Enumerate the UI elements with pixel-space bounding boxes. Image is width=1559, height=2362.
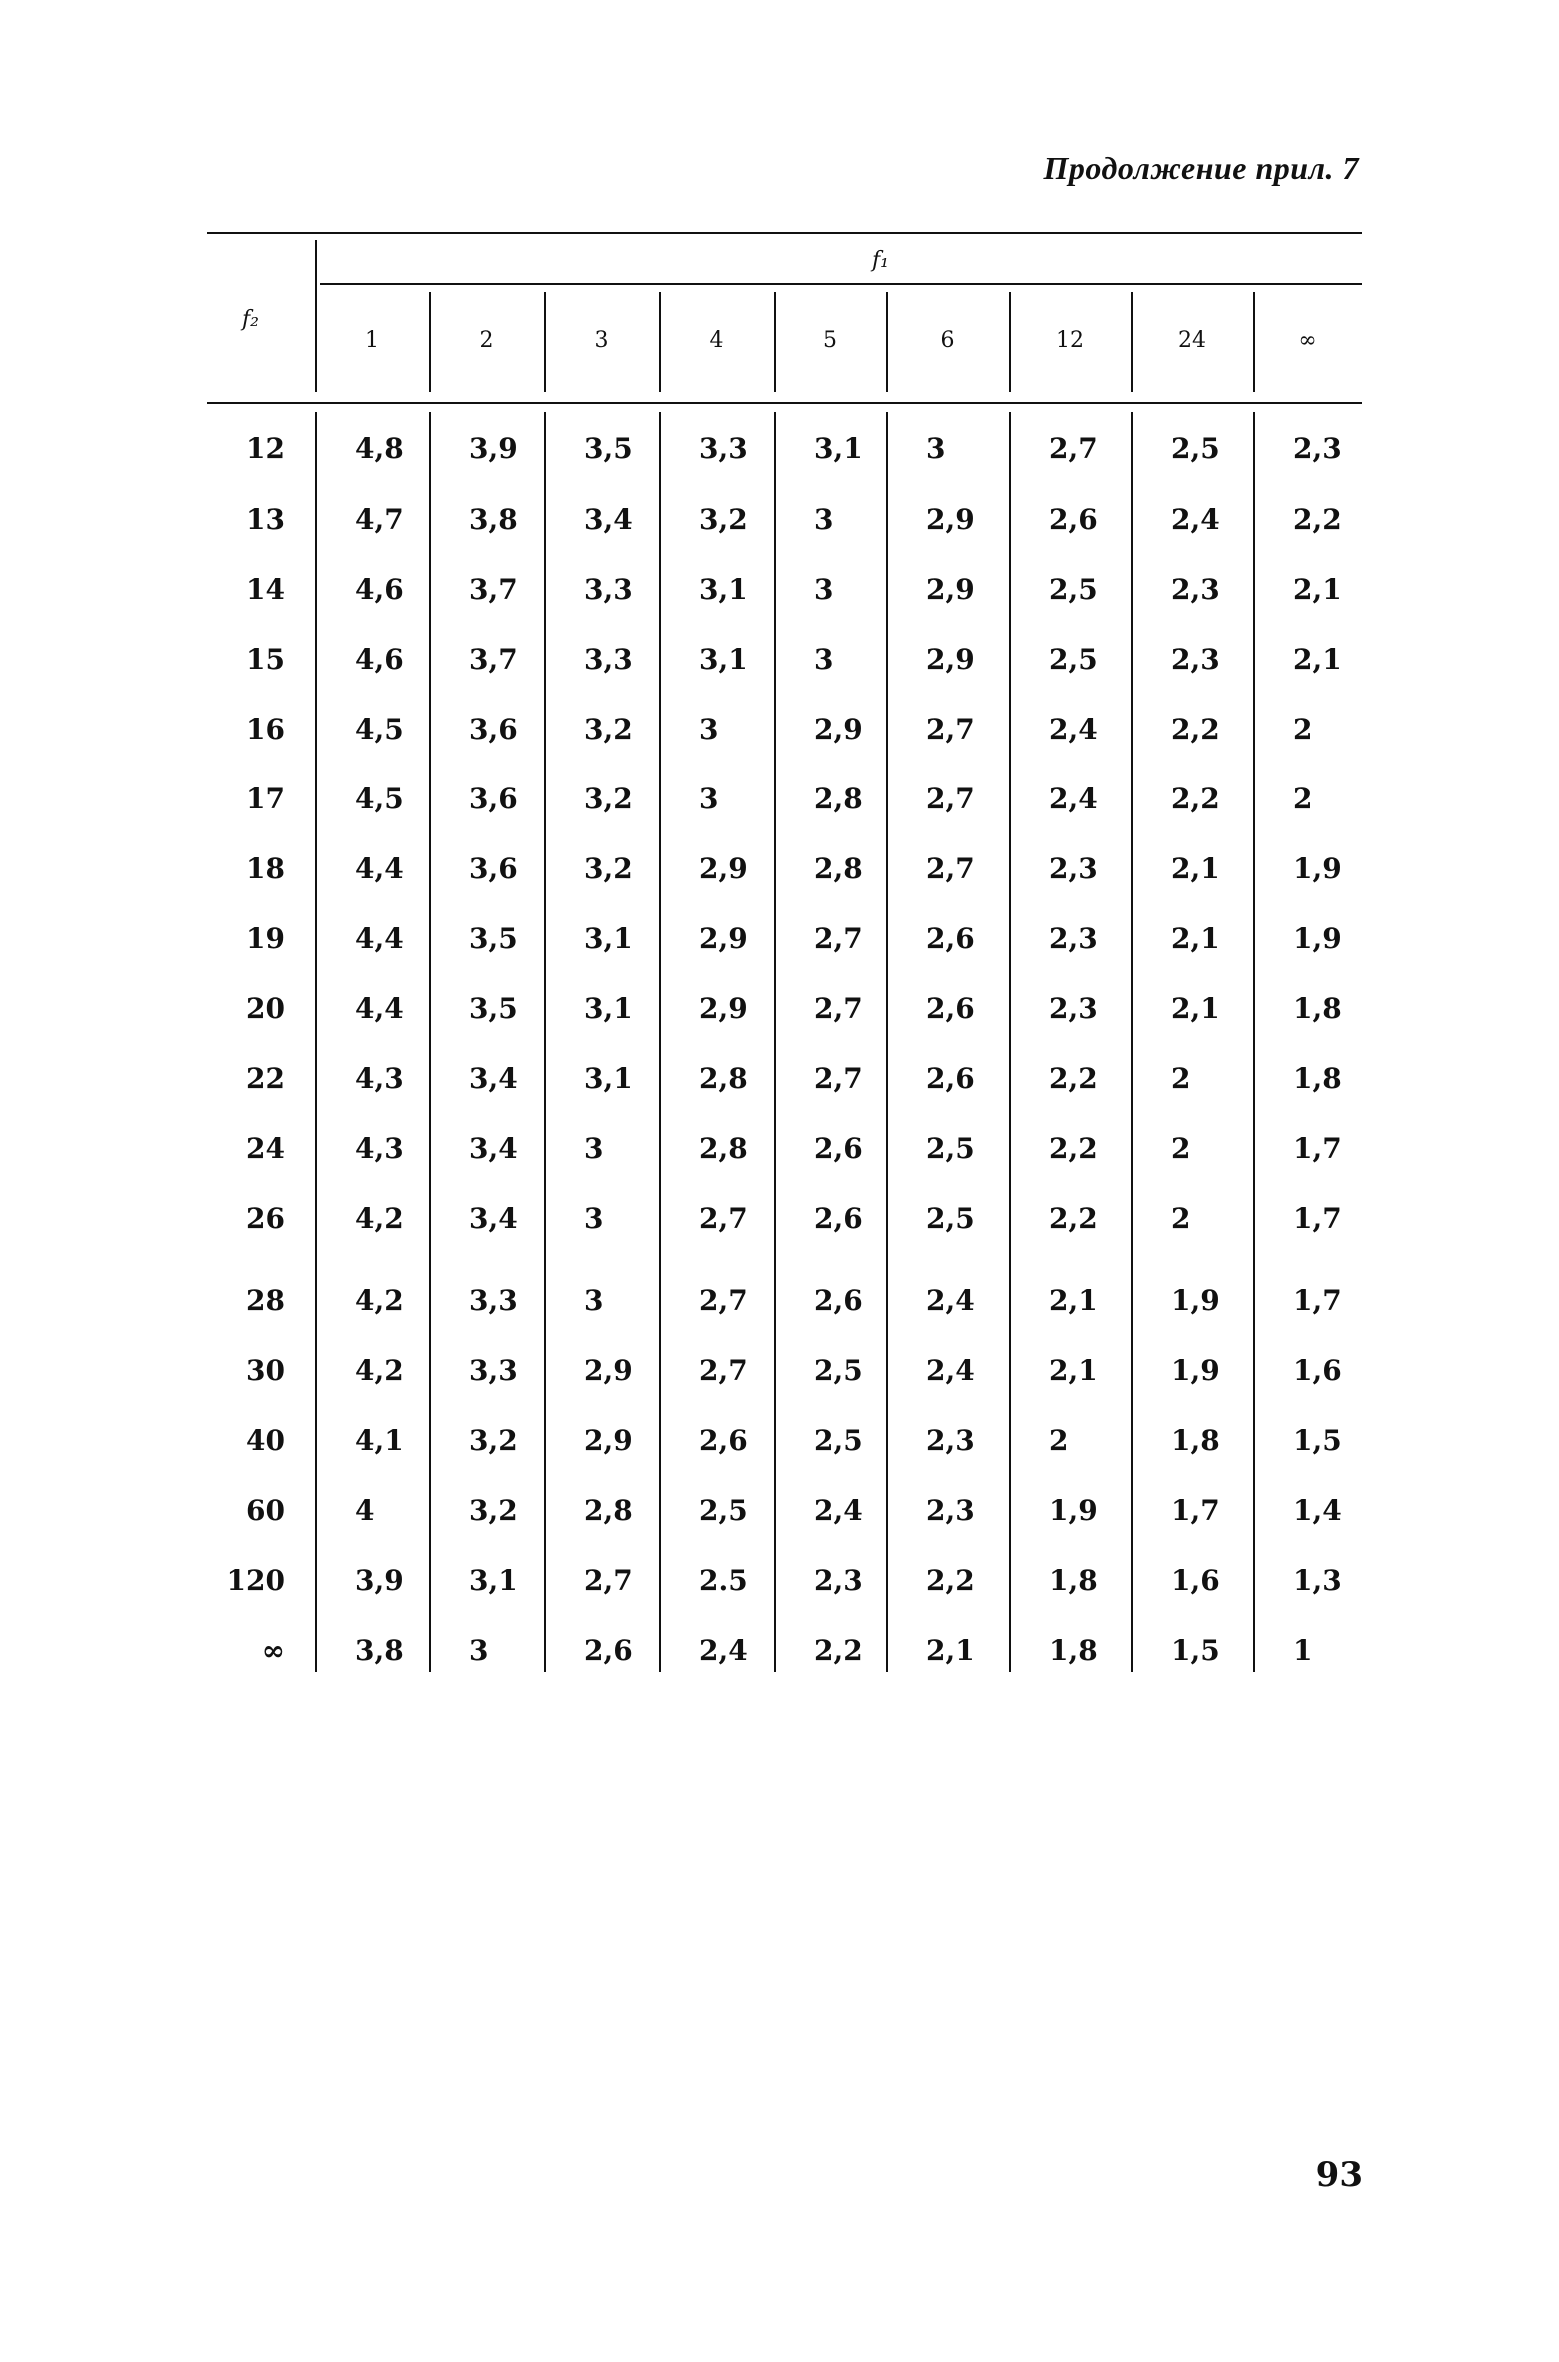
header-group-rule [320, 283, 1362, 285]
table-cell: 2,7 [926, 713, 975, 746]
table-cell: 3,1 [814, 432, 863, 465]
column-header: 3 [594, 328, 609, 353]
row-label-f2: 22 [246, 1062, 285, 1095]
table-cell: 3,2 [699, 503, 748, 536]
table-cell: 2,6 [926, 922, 975, 955]
row-label-f2: 60 [246, 1494, 285, 1527]
table-cell: 1,8 [1171, 1424, 1220, 1457]
table-cell: 3,8 [469, 503, 518, 536]
table-cell: 2,7 [926, 782, 975, 815]
table-cell: 1,5 [1171, 1634, 1220, 1667]
table-cell: 2,2 [1171, 713, 1220, 746]
table-cell: 3 [814, 643, 834, 676]
table-cell: 2,6 [926, 1062, 975, 1095]
table-cell: 2,2 [1293, 503, 1342, 536]
table-cell: 2,1 [1171, 922, 1220, 955]
row-label-f2: 17 [246, 782, 285, 815]
table-cell: 2,4 [1049, 713, 1098, 746]
table-cell: 1,5 [1293, 1424, 1342, 1457]
table-cell: 2,7 [814, 1062, 863, 1095]
table-cell: 3,2 [469, 1494, 518, 1527]
table-cell: 3,1 [699, 643, 748, 676]
table-cell: 2,2 [1171, 782, 1220, 815]
table-cell: 4,1 [355, 1424, 404, 1457]
table-cell: 2,9 [584, 1354, 633, 1387]
table-cell: 1,9 [1293, 922, 1342, 955]
table-cell: 2,4 [699, 1634, 748, 1667]
column-header: 2 [479, 328, 494, 353]
table-cell: 4 [355, 1494, 375, 1527]
table-cell: 3 [584, 1202, 604, 1235]
row-label-f2: 13 [246, 503, 285, 536]
body-column-divider [1009, 412, 1011, 1672]
table-cell: 2,8 [814, 782, 863, 815]
table-cell: 2,4 [1049, 782, 1098, 815]
table-cell: 3,3 [469, 1354, 518, 1387]
table-cell: 2,2 [1049, 1202, 1098, 1235]
table-cell: 3,4 [469, 1062, 518, 1095]
table-cell: 2,5 [926, 1202, 975, 1235]
table-cell: 1,9 [1171, 1354, 1220, 1387]
table-cell: 2,7 [1049, 432, 1098, 465]
table-cell: 2 [1171, 1062, 1191, 1095]
header-bottom-rule [207, 402, 1362, 404]
table-cell: 2,3 [1049, 852, 1098, 885]
column-header: 24 [1178, 328, 1206, 353]
table-cell: 2,3 [1049, 922, 1098, 955]
row-label-f2: 16 [246, 713, 285, 746]
table-cell: 2 [1171, 1132, 1191, 1165]
table-cell: 3,9 [469, 432, 518, 465]
table-cell: 1,8 [1293, 992, 1342, 1025]
body-column-divider [429, 412, 431, 1672]
column-header: 12 [1056, 328, 1084, 353]
table-cell: 4,4 [355, 922, 404, 955]
table-top-rule [207, 232, 1362, 234]
table-cell: 2,1 [926, 1634, 975, 1667]
table-cell: 2,7 [926, 852, 975, 885]
table-cell: 2,3 [1293, 432, 1342, 465]
table-cell: 1,8 [1049, 1564, 1098, 1597]
table-cell: 3,2 [584, 713, 633, 746]
table-cell: 2 [1171, 1202, 1191, 1235]
column-header: 1 [365, 328, 379, 353]
table-cell: 4,5 [355, 782, 404, 815]
row-label-f2: 24 [246, 1132, 285, 1165]
table-cell: 3,3 [469, 1284, 518, 1317]
table-cell: 3,7 [469, 643, 518, 676]
table-cell: 1,7 [1293, 1202, 1342, 1235]
table-cell: 1,6 [1293, 1354, 1342, 1387]
table-cell: 4,6 [355, 643, 404, 676]
table-cell: 2,9 [926, 503, 975, 536]
table-cell: 1,9 [1049, 1494, 1098, 1527]
table-cell: 2,8 [584, 1494, 633, 1527]
table-cell: 4,2 [355, 1354, 404, 1387]
column-header: 5 [823, 328, 837, 353]
row-label-f2: 12 [246, 432, 285, 465]
table-cell: 2,4 [1171, 503, 1220, 536]
table-cell: 2,6 [699, 1424, 748, 1457]
table-cell: 2,5 [814, 1424, 863, 1457]
table-cell: 3,2 [469, 1424, 518, 1457]
table-cell: 2,1 [1293, 573, 1342, 606]
table-cell: 3,6 [469, 782, 518, 815]
row-label-f2: 15 [246, 643, 285, 676]
table-cell: 2 [1049, 1424, 1069, 1457]
table-cell: 2,7 [699, 1284, 748, 1317]
table-cell: 3,3 [699, 432, 748, 465]
table-cell: 1,8 [1049, 1634, 1098, 1667]
table-cell: 2,1 [1049, 1354, 1098, 1387]
table-cell: 4,5 [355, 713, 404, 746]
table-cell: 2,4 [814, 1494, 863, 1527]
table-cell: 3,1 [584, 922, 633, 955]
table-cell: 2,2 [926, 1564, 975, 1597]
table-cell: 1,9 [1171, 1284, 1220, 1317]
table-cell: 2,3 [814, 1564, 863, 1597]
table-cell: 3 [584, 1132, 604, 1165]
table-cell: 2,5 [814, 1354, 863, 1387]
row-label-f2: 20 [246, 992, 285, 1025]
table-cell: 3,8 [355, 1634, 404, 1667]
table-cell: 3 [814, 503, 834, 536]
table-cell: 2,1 [1293, 643, 1342, 676]
table-cell: 2,7 [814, 922, 863, 955]
table-cell: 2 [1293, 782, 1313, 815]
page-number: 93 [1315, 2155, 1363, 2195]
table-cell: 3,4 [469, 1202, 518, 1235]
table-cell: 2,4 [926, 1354, 975, 1387]
table-cell: 4,4 [355, 992, 404, 1025]
body-column-divider [1253, 412, 1255, 1672]
table-cell: 2,3 [926, 1424, 975, 1457]
table-cell: 2,3 [1049, 992, 1098, 1025]
table-cell: 1,7 [1293, 1132, 1342, 1165]
table-cell: 4,3 [355, 1062, 404, 1095]
table-cell: 3,5 [584, 432, 633, 465]
table-cell: 3 [469, 1634, 489, 1667]
table-cell: 3,9 [355, 1564, 404, 1597]
table-cell: 2,5 [1049, 573, 1098, 606]
table-cell: 2,7 [814, 992, 863, 1025]
table-cell: 2,1 [1171, 852, 1220, 885]
table-cell: 2,5 [699, 1494, 748, 1527]
table-cell: 2,1 [1171, 992, 1220, 1025]
table-cell: 4,7 [355, 503, 404, 536]
table-cell: 3,2 [584, 782, 633, 815]
table-cell: 1,4 [1293, 1494, 1342, 1527]
table-cell: 2,2 [1049, 1062, 1098, 1095]
table-cell: 3,6 [469, 852, 518, 885]
row-label-f2: 30 [246, 1354, 285, 1387]
table-cell: 2,5 [926, 1132, 975, 1165]
row-label-f2: 28 [246, 1284, 285, 1317]
table-cell: 2,6 [926, 992, 975, 1025]
table-cell: 3 [814, 573, 834, 606]
table-cell: 3,6 [469, 713, 518, 746]
column-group-label: f₁ [872, 248, 889, 273]
table-cell: 3,1 [699, 573, 748, 606]
table-cell: 4,8 [355, 432, 404, 465]
table-cell: 3,7 [469, 573, 518, 606]
row-label-f2: 40 [246, 1424, 285, 1457]
table-cell: 2,1 [1049, 1284, 1098, 1317]
table-cell: 3 [699, 782, 719, 815]
table-cell: 2,8 [699, 1132, 748, 1165]
table-cell: 3,2 [584, 852, 633, 885]
table-cell: 2,7 [584, 1564, 633, 1597]
table-cell: 2,7 [699, 1354, 748, 1387]
row-label-f2: 120 [226, 1564, 285, 1597]
column-header: 4 [709, 328, 724, 353]
table-cell: 2,4 [926, 1284, 975, 1317]
table-cell: 1,7 [1171, 1494, 1220, 1527]
table-cell: 2 [1293, 713, 1313, 746]
table-cell: 2,5 [1049, 643, 1098, 676]
table-cell: 3,5 [469, 992, 518, 1025]
table-cell: 3,3 [584, 573, 633, 606]
table-cell: 3,4 [469, 1132, 518, 1165]
body-column-divider [659, 412, 661, 1672]
table-cell: 2,6 [814, 1202, 863, 1235]
table-cell: 1,6 [1171, 1564, 1220, 1597]
table-cell: 3,5 [469, 922, 518, 955]
body-column-divider [315, 412, 317, 1672]
body-column-divider [886, 412, 888, 1672]
table-cell: 2,8 [814, 852, 863, 885]
table-cell: 2,7 [699, 1202, 748, 1235]
table-cell: 2,3 [926, 1494, 975, 1527]
table-cell: 2.5 [699, 1564, 748, 1597]
table-cell: 4,2 [355, 1284, 404, 1317]
body-column-divider [1131, 412, 1133, 1672]
row-header-label: f₂ [242, 307, 259, 332]
table-cell: 3 [699, 713, 719, 746]
row-label-f2: 19 [246, 922, 285, 955]
table-cell: 2,9 [814, 713, 863, 746]
table-cell: 2,9 [926, 643, 975, 676]
table-cell: 2,2 [814, 1634, 863, 1667]
table-cell: 4,2 [355, 1202, 404, 1235]
row-label-f2: 14 [246, 573, 285, 606]
table-caption: Продолжение прил. 7 [1043, 150, 1359, 186]
table-cell: 3,3 [584, 643, 633, 676]
table-cell: 2,9 [699, 992, 748, 1025]
row-label-f2: 18 [246, 852, 285, 885]
f2-column-divider-header [315, 240, 317, 392]
table-cell: 4,3 [355, 1132, 404, 1165]
table-cell: 2,6 [814, 1284, 863, 1317]
table-cell: 1,7 [1293, 1284, 1342, 1317]
table-cell: 3,1 [584, 1062, 633, 1095]
table-cell: 2,6 [814, 1132, 863, 1165]
row-label-f2: 26 [246, 1202, 285, 1235]
table-cell: 2,6 [584, 1634, 633, 1667]
table-cell: 4,4 [355, 852, 404, 885]
table-cell: 2,3 [1171, 643, 1220, 676]
table-cell: 2,9 [699, 852, 748, 885]
table-cell: 3 [584, 1284, 604, 1317]
table-cell: 1,3 [1293, 1564, 1342, 1597]
table-cell: 4,6 [355, 573, 404, 606]
table-cell: 1,9 [1293, 852, 1342, 885]
table-cell: 3,1 [584, 992, 633, 1025]
table-cell: 3 [926, 432, 946, 465]
body-column-divider [544, 412, 546, 1672]
table-cell: 2,8 [699, 1062, 748, 1095]
table-cell: 2,6 [1049, 503, 1098, 536]
table-cell: 2,3 [1171, 573, 1220, 606]
table-cell: 1,8 [1293, 1062, 1342, 1095]
row-label-f2: ∞ [261, 1634, 285, 1667]
table-cell: 2,2 [1049, 1132, 1098, 1165]
table-cell: 1 [1293, 1634, 1313, 1667]
table-cell: 2,9 [584, 1424, 633, 1457]
column-header: 6 [940, 328, 955, 353]
table-cell: 3,1 [469, 1564, 518, 1597]
table-cell: 3,4 [584, 503, 633, 536]
column-header: ∞ [1298, 328, 1317, 353]
table-cell: 2,5 [1171, 432, 1220, 465]
body-column-divider [774, 412, 776, 1672]
table-cell: 2,9 [926, 573, 975, 606]
table-cell: 2,9 [699, 922, 748, 955]
